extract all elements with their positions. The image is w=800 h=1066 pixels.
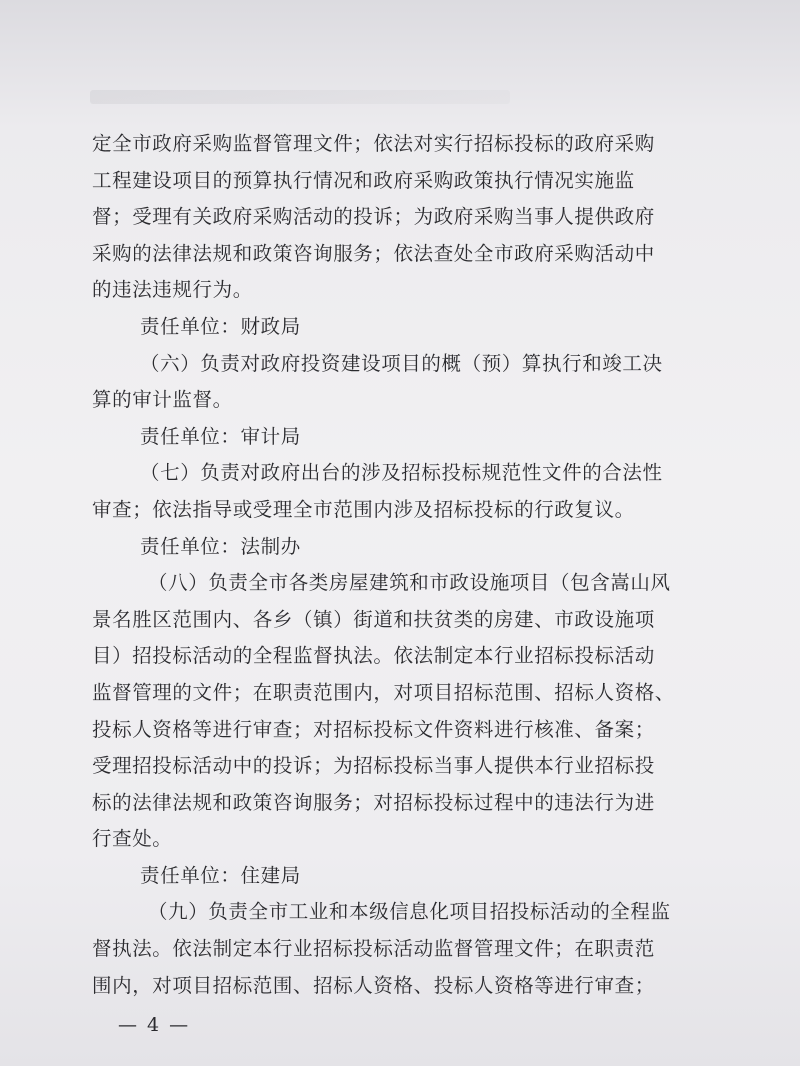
page-number: — 4 —: [118, 1014, 191, 1036]
faded-header-residue: [90, 90, 510, 104]
text-line: 目）招投标活动的全程监督执法。依法制定本行业招标投标活动: [92, 644, 655, 668]
text-line: 景名胜区范围内、各乡（镇）街道和扶贫类的房建、市政设施项: [92, 607, 655, 631]
responsible-unit-housing: 责任单位：住建局: [140, 863, 301, 887]
section-six-heading: （六）负责对政府投资建设项目的概（预）算执行和竣工决: [140, 351, 663, 375]
text-line: 督；受理有关政府采购活动的投诉；为政府采购当事人提供政府: [92, 205, 655, 229]
text-line: 受理招投标活动中的投诉；为招标投标当事人提供本行业招标投: [92, 754, 655, 778]
text-line: 定全市政府采购监督管理文件；依法对实行招标投标的政府采购: [92, 132, 655, 155]
text-line: 审查；依法指导或受理全市范围内涉及招标投标的行政复议。: [92, 497, 635, 521]
text-line: 的违法违规行为。: [92, 278, 253, 302]
section-nine-heading: （九）负责全市工业和本级信息化项目招投标活动的全程监: [148, 900, 671, 924]
section-eight-heading: （八）负责全市各类房屋建筑和市政设施项目（包含嵩山风: [148, 571, 671, 595]
text-line: 工程建设项目的预算执行情况和政府采购政策执行情况实施监: [92, 168, 635, 192]
text-line: 围内，对项目招标范围、招标人资格、投标人资格等进行审查；: [92, 973, 655, 997]
document-body: [92, 126, 732, 1004]
text-line: 采购的法律法规和政策咨询服务；依法查处全市政府采购活动中: [92, 241, 655, 265]
text-line: 监督管理的文件；在职责范围内，对项目招标范围、招标人资格、: [92, 680, 675, 704]
section-seven-heading: （七）负责对政府出台的涉及招标投标规范性文件的合法性: [140, 461, 663, 485]
responsible-unit-legal: 责任单位：法制办: [140, 534, 301, 558]
responsible-unit-audit: 责任单位：审计局: [140, 424, 301, 448]
text-line: 算的审计监督。: [92, 388, 233, 412]
text-line: 行查处。: [92, 827, 173, 851]
responsible-unit-finance: 责任单位：财政局: [140, 314, 301, 338]
text-line: 标的法律法规和政策咨询服务；对招标投标过程中的违法行为进: [92, 790, 655, 814]
text-line: 投标人资格等进行审查；对招标投标文件资料进行核准、备案；: [92, 717, 655, 741]
text-line: 督执法。依法制定本行业招标投标活动监督管理文件；在职责范: [92, 937, 655, 961]
